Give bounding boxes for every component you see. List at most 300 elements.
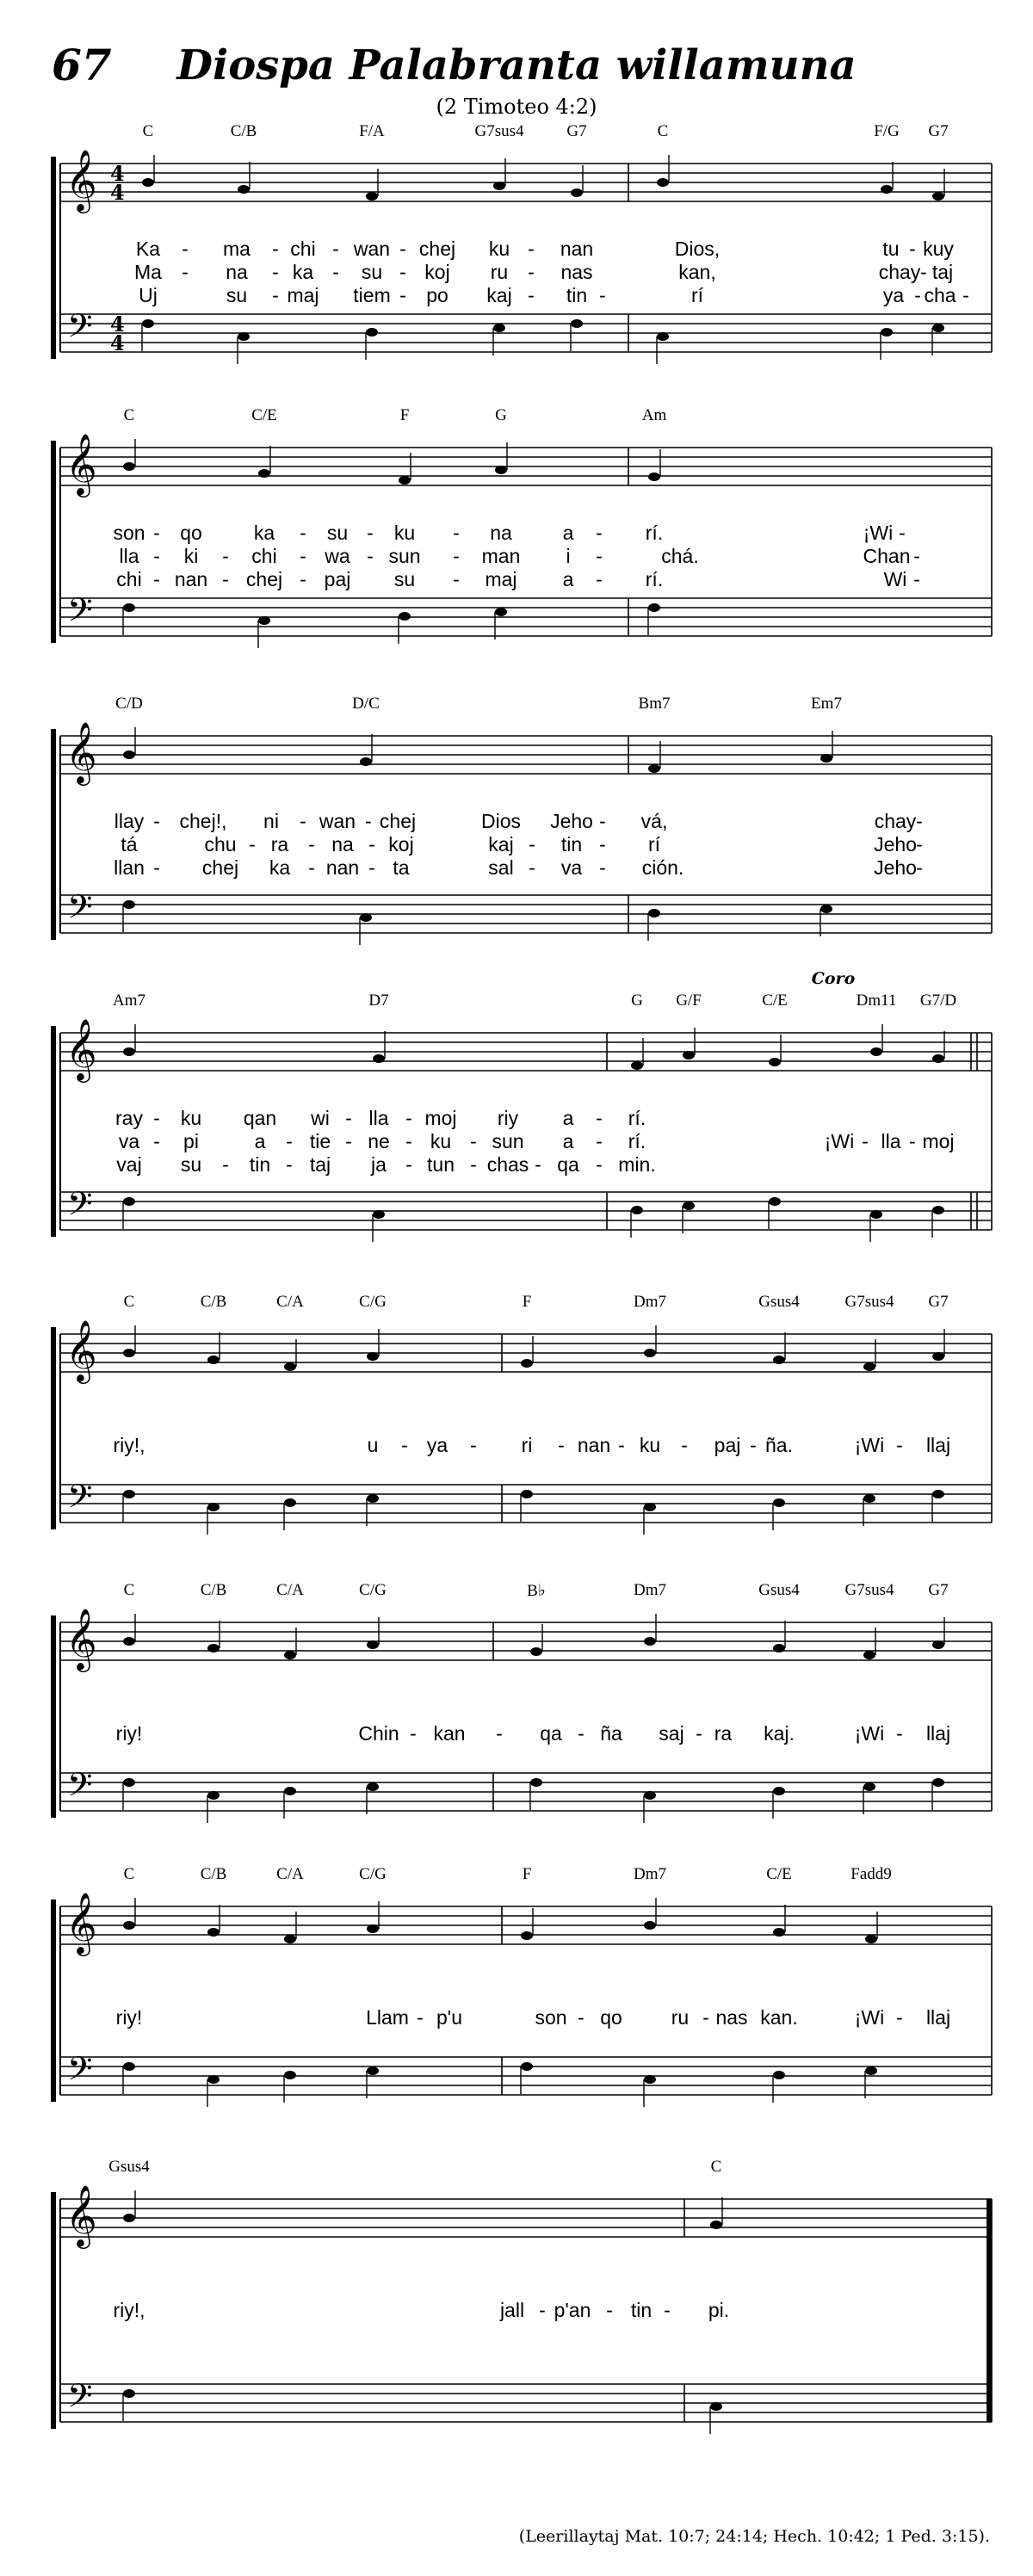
notehead <box>571 188 583 197</box>
notehead <box>881 185 893 194</box>
chord-symbol: C <box>123 406 135 424</box>
syllable-hyphen: - <box>399 261 406 283</box>
lyric-syllable: llay <box>114 810 145 832</box>
notehead <box>932 1352 944 1361</box>
treble-clef-icon: 𝄞 <box>65 1607 97 1670</box>
lyric-syllable: qa <box>540 1722 562 1745</box>
lyric-syllable: rí. <box>628 1130 646 1152</box>
notehead <box>367 2066 379 2075</box>
lyric-syllable: son <box>113 522 145 544</box>
bass-clef-icon: 𝄢 <box>67 1765 93 1812</box>
notehead <box>863 1494 875 1503</box>
bass-clef-icon: 𝄢 <box>67 2049 93 2096</box>
syllable-hyphen: - <box>539 2299 546 2321</box>
notehead <box>123 900 135 909</box>
chord-symbol: Em7 <box>811 695 842 713</box>
time-signature: 4 <box>110 312 125 337</box>
notehead <box>932 192 944 201</box>
notehead <box>644 1503 656 1511</box>
lyric-syllable: ku <box>180 1107 202 1129</box>
syllable-hyphen: - <box>528 261 535 283</box>
syllable-hyphen: - <box>153 568 160 590</box>
lyric-syllable: riy! <box>115 2006 143 2029</box>
lyric-syllable: po <box>426 284 448 306</box>
bass-clef-icon: 𝄢 <box>67 887 93 934</box>
lyric-syllable: ma <box>223 238 251 260</box>
chord-symbol: C <box>123 1293 135 1311</box>
syllable-hyphen: - <box>345 1107 352 1129</box>
chord-symbol: G/F <box>676 991 702 1010</box>
lyric-syllable: vaj <box>116 1153 142 1176</box>
lyric-syllable: tun <box>427 1153 455 1176</box>
notehead <box>142 319 154 328</box>
syllable-hyphen: - <box>249 833 256 856</box>
lyric-syllable: va <box>118 1130 140 1152</box>
notehead <box>644 2075 656 2084</box>
syllable-hyphen: - <box>529 833 535 856</box>
lyric-syllable: koj <box>424 261 450 283</box>
lyric-syllable: tá <box>121 833 138 856</box>
staff-lines <box>0 1863 1033 2139</box>
syllable-hyphen: - <box>681 1434 688 1456</box>
notehead <box>820 905 832 913</box>
hymn-title: Diospa Palabranta willamuna <box>176 41 857 90</box>
lyric-syllable: ru <box>671 2006 690 2029</box>
syllable-hyphen: - <box>222 1153 229 1176</box>
bass-clef-icon: 𝄢 <box>67 1184 93 1231</box>
notehead <box>493 182 505 190</box>
syllable-hyphen: - <box>367 522 374 544</box>
syllable-hyphen: - <box>535 1153 541 1176</box>
notehead <box>258 616 270 625</box>
lyric-syllable: a <box>562 522 574 544</box>
notehead <box>123 462 135 471</box>
lyric-syllable: taj <box>309 1153 331 1176</box>
syllable-hyphen: - <box>345 1130 352 1152</box>
notehead <box>865 1935 877 1943</box>
notehead <box>773 1644 785 1652</box>
syllable-hyphen: - <box>470 1434 477 1456</box>
notehead <box>657 332 669 341</box>
notehead <box>123 2389 135 2398</box>
chord-symbol: Bm7 <box>638 695 671 713</box>
chord-symbol: C/A <box>276 1865 304 1883</box>
notehead <box>644 1637 656 1646</box>
chord-symbol: G7 <box>928 1581 949 1599</box>
chord-symbol: C/E <box>251 406 277 424</box>
syllable-hyphen: - <box>528 284 535 306</box>
notehead <box>631 1206 643 1214</box>
notehead <box>644 1349 656 1357</box>
lyric-syllable: min. <box>618 1153 656 1176</box>
bass-clef-icon: 𝄢 <box>67 590 93 637</box>
lyric-syllable: kuy <box>923 238 954 260</box>
syllable-hyphen: - <box>308 833 315 856</box>
syllable-hyphen: - <box>916 833 923 856</box>
syllable-hyphen: - <box>405 1130 412 1152</box>
chord-symbol: Gsus4 <box>108 2158 150 2176</box>
notehead <box>258 469 270 478</box>
lyric-syllable: su <box>180 1153 202 1176</box>
lyric-syllable: Ma <box>134 261 162 283</box>
notehead <box>631 1061 643 1070</box>
lyric-syllable: na <box>490 522 512 544</box>
lyric-syllable: a <box>562 568 574 590</box>
syllable-hyphen: - <box>401 1434 408 1456</box>
syllable-hyphen: - <box>332 238 339 260</box>
lyric-syllable: ya <box>882 284 905 306</box>
lyric-syllable: son <box>535 2006 567 2029</box>
lyric-syllable: su <box>393 568 416 590</box>
chord-symbol: Gsus4 <box>758 1293 800 1311</box>
chord-symbol: C/E <box>766 1865 792 1883</box>
chord-symbol: Fadd9 <box>851 1865 892 1883</box>
music-system <box>0 969 1033 1274</box>
lyric-syllable: ka <box>292 261 314 283</box>
lyric-syllable: Chin <box>358 1722 399 1745</box>
syllable-hyphen: - <box>153 1130 160 1152</box>
notehead <box>863 1651 875 1659</box>
syllable-hyphen: - <box>300 568 306 590</box>
lyric-syllable: p'u <box>436 2006 462 2029</box>
time-signature: 4 <box>110 161 125 186</box>
lyric-syllable: wan <box>319 810 356 832</box>
syllable-hyphen: - <box>368 856 375 879</box>
notehead <box>367 1352 379 1361</box>
syllable-hyphen: - <box>399 238 406 260</box>
chord-symbol: F <box>399 406 410 424</box>
treble-clef-icon: 𝄞 <box>65 432 97 495</box>
notehead <box>238 185 250 194</box>
lyric-syllable: chay <box>878 261 921 283</box>
lyric-syllable: ki <box>183 545 199 567</box>
lyric-syllable: ru <box>490 261 509 283</box>
syllable-hyphen: - <box>702 2006 709 2029</box>
syllable-hyphen: - <box>916 810 923 832</box>
lyric-syllable: ra <box>270 833 289 856</box>
lyric-syllable: cha <box>924 284 956 306</box>
lyric-syllable: ya <box>426 1434 448 1456</box>
lyric-syllable: va <box>560 856 583 879</box>
chord-symbol: F/G <box>874 122 900 140</box>
lyric-syllable: tie <box>309 1130 331 1152</box>
notehead <box>367 1924 379 1933</box>
lyric-syllable: llaj <box>925 1434 951 1456</box>
lyric-syllable: llaj <box>925 2006 951 2029</box>
syllable-hyphen: - <box>916 856 923 879</box>
lyric-syllable: tin <box>560 833 583 856</box>
syllable-hyphen: - <box>606 2299 613 2321</box>
syllable-hyphen: - <box>453 568 460 590</box>
lyric-syllable: rí. <box>628 1107 646 1129</box>
notehead <box>366 328 378 337</box>
lyric-syllable: llaj <box>925 1722 951 1745</box>
chord-symbol: D/C <box>352 695 380 713</box>
notehead <box>521 1931 533 1940</box>
syllable-hyphen: - <box>453 545 460 567</box>
notehead <box>648 909 660 917</box>
lyric-syllable: sun <box>492 1130 524 1152</box>
notehead <box>367 1782 379 1791</box>
lyric-syllable: chej <box>245 568 283 590</box>
lyric-syllable: nan <box>174 568 208 590</box>
chord-symbol: Gsus4 <box>758 1581 800 1599</box>
syllable-hyphen: - <box>272 238 279 260</box>
lyric-syllable: Dios <box>480 810 522 832</box>
notehead <box>399 612 411 621</box>
syllable-hyphen: - <box>596 545 603 567</box>
syllable-hyphen: - <box>599 284 606 306</box>
syllable-hyphen: - <box>405 1153 412 1176</box>
notehead <box>123 1047 135 1056</box>
lyric-syllable: wan <box>353 238 391 260</box>
chord-symbol: C <box>657 122 669 140</box>
lyric-syllable: sal <box>488 856 514 879</box>
treble-clef-icon: 𝄞 <box>65 1891 97 1954</box>
lyric-syllable: maj <box>485 568 517 590</box>
lyric-syllable: man <box>481 545 521 567</box>
syllable-hyphen: - <box>399 284 406 306</box>
music-system <box>0 1291 1033 1566</box>
notehead <box>142 178 154 187</box>
notehead <box>865 2066 877 2075</box>
syllable-hyphen: - <box>367 545 374 567</box>
lyric-syllable: kaj <box>486 284 512 306</box>
lyric-syllable: taj <box>931 261 954 283</box>
lyric-syllable: Jeho <box>874 833 917 856</box>
notehead <box>495 608 507 616</box>
chord-symbol: C/A <box>276 1293 304 1311</box>
syllable-hyphen: - <box>896 2006 903 2029</box>
lyric-syllable: tu <box>882 238 900 260</box>
notehead <box>207 1503 220 1511</box>
lyric-syllable: Wi <box>883 568 907 590</box>
chord-symbol: C/D <box>115 695 143 713</box>
scripture-reference: (2 Timoteo 4:2) <box>436 95 597 119</box>
lyric-syllable: chi <box>116 568 142 590</box>
lyric-syllable: tin <box>630 2299 653 2321</box>
footer-references: (Leerillaytaj Mat. 10:7; 24:14; Hech. 10:42; 1 Ped. 3:15). <box>518 2527 990 2546</box>
lyric-syllable: kaj. <box>764 1722 795 1745</box>
syllable-hyphen: - <box>222 568 229 590</box>
notehead <box>207 2075 220 2084</box>
lyric-syllable: maj <box>287 284 319 306</box>
staff-lines <box>0 1291 1033 1566</box>
chord-symbol: G7 <box>928 1293 949 1311</box>
hymn-number: 67 <box>52 40 112 90</box>
chord-symbol: C <box>142 122 154 140</box>
syllable-hyphen: - <box>470 1153 477 1176</box>
lyric-syllable: ra <box>714 1722 733 1745</box>
syllable-hyphen: - <box>300 545 306 567</box>
lyric-syllable: ku <box>430 1130 452 1152</box>
lyric-syllable: ku <box>639 1434 661 1456</box>
lyric-syllable: Jeho <box>874 856 917 879</box>
chord-symbol: G7 <box>566 122 587 140</box>
lyric-syllable: su <box>361 261 383 283</box>
lyric-syllable: ri <box>521 1434 533 1456</box>
notehead <box>123 1349 135 1357</box>
notehead <box>123 1490 135 1498</box>
syllable-hyphen: - <box>920 261 927 283</box>
lyric-syllable: ka <box>269 856 291 879</box>
lyric-syllable: chej <box>418 238 456 260</box>
notehead <box>123 751 135 759</box>
bass-clef-icon: 𝄢 <box>67 1477 93 1523</box>
lyric-syllable: Uj <box>139 284 158 306</box>
lyric-syllable: llan <box>114 856 145 879</box>
chord-symbol: Dm7 <box>634 1865 666 1883</box>
notehead <box>373 1210 385 1219</box>
lyric-syllable: vá, <box>640 810 668 832</box>
lyric-syllable: Ka <box>135 238 161 260</box>
lyric-syllable: Llam <box>366 2006 409 2029</box>
lyric-syllable: p'an <box>554 2299 591 2321</box>
lyric-syllable: moj <box>922 1130 955 1152</box>
chord-symbol: C/B <box>200 1865 227 1883</box>
lyric-syllable: ¡Wi <box>863 522 894 544</box>
lyric-syllable: paj <box>324 568 351 590</box>
chord-symbol: F/A <box>359 122 385 140</box>
lyric-syllable: rí <box>647 833 661 856</box>
lyric-syllable: saj <box>659 1722 684 1745</box>
syllable-hyphen: - <box>365 810 372 832</box>
notehead <box>773 1356 785 1364</box>
syllable-hyphen: - <box>417 2006 424 2029</box>
lyric-syllable: na <box>226 261 248 283</box>
lyric-syllable: lla <box>881 1130 901 1152</box>
lyric-syllable: qo <box>180 522 202 544</box>
treble-clef-icon: 𝄞 <box>65 148 97 211</box>
notehead <box>366 192 378 201</box>
lyric-syllable: kan, <box>678 261 716 283</box>
lyric-syllable: tin <box>249 1153 271 1176</box>
treble-clef-icon: 𝄞 <box>65 720 97 783</box>
notehead <box>521 1490 533 1498</box>
notehead <box>360 757 372 766</box>
chord-symbol: G7/D <box>919 991 957 1010</box>
lyric-syllable: kan. <box>760 2006 798 2029</box>
lyric-syllable: Dios, <box>674 238 721 260</box>
chord-symbol: C <box>123 1865 135 1883</box>
notehead <box>773 2071 785 2079</box>
syllable-hyphen: - <box>153 1107 160 1129</box>
syllable-hyphen: - <box>664 2299 671 2321</box>
chord-symbol: Dm11 <box>856 991 897 1010</box>
lyric-syllable: qa <box>557 1153 579 1176</box>
lyric-syllable: ka <box>253 522 275 544</box>
lyric-syllable: rí. <box>645 522 664 544</box>
syllable-hyphen: - <box>300 522 306 544</box>
lyric-syllable: ray <box>115 1107 143 1129</box>
lyric-syllable: nas <box>560 261 593 283</box>
syllable-hyphen: - <box>909 238 916 260</box>
bass-clef-icon: 𝄢 <box>67 2376 93 2423</box>
syllable-hyphen: - <box>182 261 189 283</box>
syllable-hyphen: - <box>222 545 229 567</box>
lyric-syllable: ¡Wi <box>824 1130 855 1152</box>
syllable-hyphen: - <box>750 1434 757 1456</box>
chord-symbol: G <box>631 991 643 1010</box>
treble-clef-icon: 𝄞 <box>65 1017 97 1080</box>
chord-symbol: G7sus4 <box>844 1293 894 1311</box>
notehead <box>521 1359 533 1368</box>
notehead <box>238 332 250 341</box>
chorus-marker: Coro <box>811 969 856 988</box>
syllable-hyphen: - <box>596 522 603 544</box>
syllable-hyphen: - <box>578 2006 585 2029</box>
syllable-hyphen: - <box>599 810 606 832</box>
syllable-hyphen: - <box>300 810 306 832</box>
chord-symbol: F <box>522 1293 532 1311</box>
syllable-hyphen: - <box>896 1434 903 1456</box>
syllable-hyphen: - <box>696 1722 702 1745</box>
notehead <box>284 2071 296 2079</box>
lyric-syllable: nan <box>577 1434 611 1456</box>
lyric-syllable: qan <box>243 1107 277 1129</box>
chord-symbol: F <box>522 1865 532 1883</box>
notehead <box>683 1051 695 1059</box>
lyric-syllable: chej <box>379 810 417 832</box>
syllable-hyphen: - <box>182 238 189 260</box>
music-system <box>0 1579 1033 1855</box>
lyric-syllable: riy!, <box>113 2299 145 2321</box>
chord-symbol: C/G <box>359 1865 387 1883</box>
chord-symbol: C <box>123 1581 135 1599</box>
notehead <box>710 2402 722 2411</box>
lyric-syllable: rí. <box>645 568 664 590</box>
time-signature: 4 <box>110 330 125 355</box>
chord-symbol: C/B <box>200 1293 227 1311</box>
lyric-syllable: koj <box>388 833 414 856</box>
notehead <box>123 2214 135 2222</box>
lyric-syllable: paj <box>714 1434 741 1456</box>
lyric-syllable: riy! <box>115 1722 143 1745</box>
lyric-syllable: ¡Wi <box>854 1722 885 1745</box>
treble-clef-icon: 𝄞 <box>65 2184 97 2246</box>
syllable-hyphen: - <box>578 1722 585 1745</box>
notehead <box>399 476 411 485</box>
lyric-syllable: wi <box>311 1107 330 1129</box>
notehead <box>683 1202 695 1210</box>
lyric-syllable: chá. <box>661 545 699 567</box>
lyric-syllable: ña <box>600 1722 622 1745</box>
chord-symbol: G7sus4 <box>844 1581 894 1599</box>
notehead <box>773 1498 785 1507</box>
lyric-syllable: su <box>226 284 248 306</box>
treble-clef-icon: 𝄞 <box>65 1319 97 1381</box>
notehead <box>123 1921 135 1930</box>
lyric-syllable: moj <box>424 1107 457 1129</box>
lyric-syllable: ja <box>371 1153 387 1176</box>
lyric-syllable: chas <box>486 1153 529 1176</box>
syllable-hyphen: - <box>529 856 535 879</box>
notehead <box>123 1637 135 1646</box>
lyric-syllable: pi. <box>708 2299 730 2321</box>
notehead <box>648 764 660 773</box>
lyric-syllable: nan <box>325 856 360 879</box>
notehead <box>123 603 135 612</box>
lyric-syllable: lla <box>119 545 139 567</box>
notehead <box>769 1197 781 1206</box>
time-signature: 4 <box>110 180 125 205</box>
syllable-hyphen: - <box>962 284 969 306</box>
lyric-syllable: ni <box>263 810 279 832</box>
chord-symbol: C/E <box>762 991 788 1010</box>
notehead <box>773 1928 785 1937</box>
lyric-syllable: ku <box>393 522 416 544</box>
lyric-syllable: Jeho <box>550 810 593 832</box>
